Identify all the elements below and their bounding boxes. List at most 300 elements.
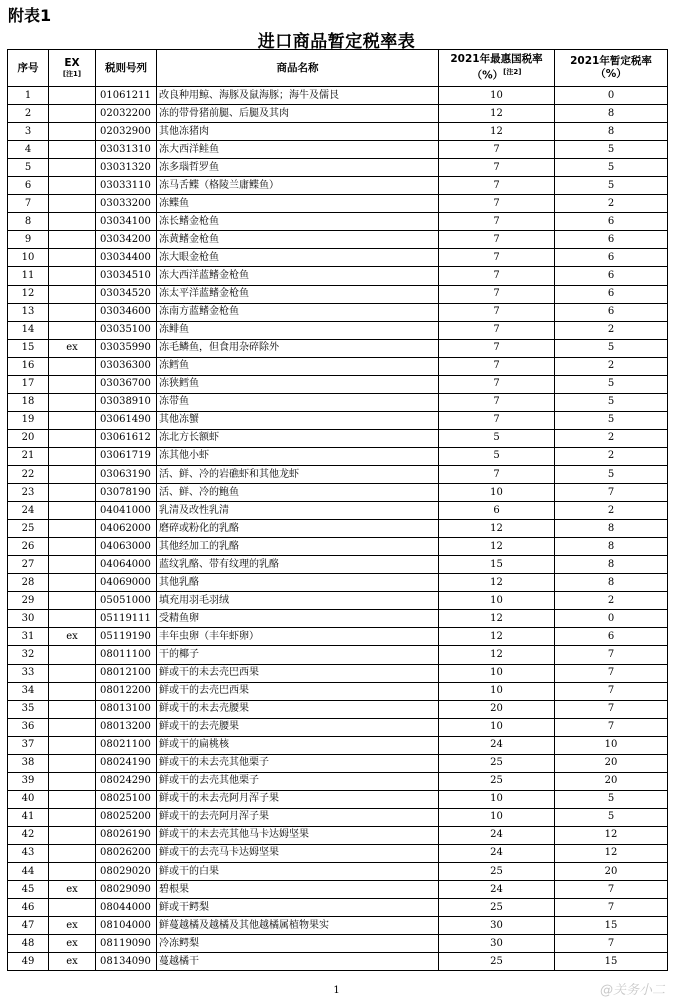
cell-interim-rate: 7 bbox=[555, 646, 668, 664]
cell-seq: 47 bbox=[8, 917, 49, 935]
cell-ex: ex bbox=[49, 935, 96, 953]
cell-code: 03034520 bbox=[96, 285, 157, 303]
cell-interim-rate: 15 bbox=[555, 917, 668, 935]
cell-interim-rate: 7 bbox=[555, 881, 668, 899]
cell-name: 其他冻蟹 bbox=[157, 411, 439, 429]
cell-mfn-rate: 24 bbox=[439, 881, 555, 899]
cell-code: 03035990 bbox=[96, 339, 157, 357]
cell-code: 08013100 bbox=[96, 700, 157, 718]
cell-name: 鲜或干的去壳腰果 bbox=[157, 718, 439, 736]
cell-interim-rate: 2 bbox=[555, 321, 668, 339]
cell-seq: 41 bbox=[8, 808, 49, 826]
cell-interim-rate: 2 bbox=[555, 195, 668, 213]
cell-code: 08134090 bbox=[96, 953, 157, 971]
cell-mfn-rate: 10 bbox=[439, 87, 555, 105]
cell-ex bbox=[49, 285, 96, 303]
cell-mfn-rate: 7 bbox=[439, 411, 555, 429]
cell-ex bbox=[49, 646, 96, 664]
cell-interim-rate: 20 bbox=[555, 863, 668, 881]
table-row bbox=[8, 736, 668, 754]
cell-interim-rate: 8 bbox=[555, 520, 668, 538]
cell-ex bbox=[49, 429, 96, 447]
cell-name: 活、鲜、冷的鲍鱼 bbox=[157, 484, 439, 502]
cell-code: 03034100 bbox=[96, 213, 157, 231]
cell-interim-rate: 6 bbox=[555, 267, 668, 285]
cell-interim-rate: 5 bbox=[555, 159, 668, 177]
header-code: 税则号列 bbox=[96, 50, 157, 87]
cell-interim-rate: 8 bbox=[555, 538, 668, 556]
cell-name: 乳清及改性乳清 bbox=[157, 502, 439, 520]
cell-interim-rate: 8 bbox=[555, 556, 668, 574]
cell-ex bbox=[49, 411, 96, 429]
table-row bbox=[8, 917, 668, 935]
cell-mfn-rate: 10 bbox=[439, 808, 555, 826]
cell-mfn-rate: 12 bbox=[439, 628, 555, 646]
cell-name: 鲜或干的去壳阿月浑子果 bbox=[157, 808, 439, 826]
cell-code: 03034600 bbox=[96, 303, 157, 321]
cell-mfn-rate: 12 bbox=[439, 123, 555, 141]
cell-code: 05119190 bbox=[96, 628, 157, 646]
cell-interim-rate: 0 bbox=[555, 87, 668, 105]
cell-seq: 5 bbox=[8, 159, 49, 177]
cell-code: 03078190 bbox=[96, 484, 157, 502]
cell-ex bbox=[49, 772, 96, 790]
cell-seq: 44 bbox=[8, 863, 49, 881]
cell-name: 冻带鱼 bbox=[157, 393, 439, 411]
table-row bbox=[8, 447, 668, 465]
cell-code: 08104000 bbox=[96, 917, 157, 935]
cell-seq: 31 bbox=[8, 628, 49, 646]
header-ex-note: [注1] bbox=[62, 70, 82, 78]
cell-seq: 23 bbox=[8, 484, 49, 502]
cell-name: 冻马舌鲽（格陵兰庸鲽鱼） bbox=[157, 177, 439, 195]
header-seq: 序号 bbox=[8, 50, 49, 87]
cell-mfn-rate: 7 bbox=[439, 285, 555, 303]
table-row bbox=[8, 538, 668, 556]
cell-seq: 32 bbox=[8, 646, 49, 664]
header-interim-line2: （%） bbox=[595, 68, 627, 80]
cell-interim-rate: 5 bbox=[555, 808, 668, 826]
cell-ex bbox=[49, 899, 96, 917]
cell-mfn-rate: 15 bbox=[439, 556, 555, 574]
table-row bbox=[8, 484, 668, 502]
cell-name: 冻的带骨猪前腿、后腿及其肉 bbox=[157, 105, 439, 123]
table-row bbox=[8, 556, 668, 574]
cell-seq: 3 bbox=[8, 123, 49, 141]
cell-seq: 27 bbox=[8, 556, 49, 574]
cell-code: 01061211 bbox=[96, 87, 157, 105]
cell-name: 其他乳酪 bbox=[157, 574, 439, 592]
table-row bbox=[8, 628, 668, 646]
cell-seq: 9 bbox=[8, 231, 49, 249]
cell-interim-rate: 7 bbox=[555, 700, 668, 718]
cell-mfn-rate: 7 bbox=[439, 339, 555, 357]
cell-name: 鲜或干鳄梨 bbox=[157, 899, 439, 917]
cell-name: 冻南方蓝鳍金枪鱼 bbox=[157, 303, 439, 321]
cell-interim-rate: 5 bbox=[555, 393, 668, 411]
cell-interim-rate: 2 bbox=[555, 502, 668, 520]
cell-mfn-rate: 12 bbox=[439, 574, 555, 592]
cell-interim-rate: 12 bbox=[555, 844, 668, 862]
cell-interim-rate: 6 bbox=[555, 231, 668, 249]
table-row bbox=[8, 574, 668, 592]
cell-ex bbox=[49, 790, 96, 808]
cell-code: 03031310 bbox=[96, 141, 157, 159]
cell-ex bbox=[49, 736, 96, 754]
cell-seq: 6 bbox=[8, 177, 49, 195]
cell-mfn-rate: 12 bbox=[439, 105, 555, 123]
cell-code: 08026190 bbox=[96, 826, 157, 844]
cell-code: 03034510 bbox=[96, 267, 157, 285]
cell-seq: 12 bbox=[8, 285, 49, 303]
cell-code: 04069000 bbox=[96, 574, 157, 592]
cell-ex bbox=[49, 357, 96, 375]
cell-code: 05051000 bbox=[96, 592, 157, 610]
table-row bbox=[8, 881, 668, 899]
cell-seq: 20 bbox=[8, 429, 49, 447]
table-row bbox=[8, 393, 668, 411]
table-row bbox=[8, 520, 668, 538]
cell-name: 干的椰子 bbox=[157, 646, 439, 664]
cell-interim-rate: 0 bbox=[555, 610, 668, 628]
cell-interim-rate: 8 bbox=[555, 123, 668, 141]
table-row bbox=[8, 321, 668, 339]
cell-ex bbox=[49, 267, 96, 285]
cell-ex bbox=[49, 664, 96, 682]
cell-seq: 46 bbox=[8, 899, 49, 917]
cell-mfn-rate: 6 bbox=[439, 502, 555, 520]
cell-mfn-rate: 10 bbox=[439, 664, 555, 682]
cell-ex bbox=[49, 141, 96, 159]
cell-name: 磨碎或粉化的乳酪 bbox=[157, 520, 439, 538]
cell-interim-rate: 6 bbox=[555, 303, 668, 321]
cell-interim-rate: 5 bbox=[555, 177, 668, 195]
cell-interim-rate: 7 bbox=[555, 718, 668, 736]
cell-name: 冻太平洋蓝鳍金枪鱼 bbox=[157, 285, 439, 303]
cell-name: 冻鲱鱼 bbox=[157, 321, 439, 339]
cell-ex bbox=[49, 321, 96, 339]
cell-name: 冻毛鳞鱼，但食用杂碎除外 bbox=[157, 339, 439, 357]
cell-mfn-rate: 24 bbox=[439, 826, 555, 844]
cell-code: 08013200 bbox=[96, 718, 157, 736]
cell-seq: 36 bbox=[8, 718, 49, 736]
cell-mfn-rate: 5 bbox=[439, 447, 555, 465]
cell-mfn-rate: 5 bbox=[439, 429, 555, 447]
cell-ex bbox=[49, 754, 96, 772]
table-row bbox=[8, 502, 668, 520]
cell-interim-rate: 20 bbox=[555, 772, 668, 790]
cell-code: 03033200 bbox=[96, 195, 157, 213]
cell-code: 08025200 bbox=[96, 808, 157, 826]
cell-seq: 29 bbox=[8, 592, 49, 610]
cell-name: 冻北方长额虾 bbox=[157, 429, 439, 447]
cell-code: 04062000 bbox=[96, 520, 157, 538]
cell-ex bbox=[49, 592, 96, 610]
cell-mfn-rate: 7 bbox=[439, 177, 555, 195]
cell-ex bbox=[49, 610, 96, 628]
cell-seq: 14 bbox=[8, 321, 49, 339]
cell-seq: 10 bbox=[8, 249, 49, 267]
cell-seq: 26 bbox=[8, 538, 49, 556]
cell-code: 05119111 bbox=[96, 610, 157, 628]
cell-interim-rate: 5 bbox=[555, 411, 668, 429]
table-row bbox=[8, 863, 668, 881]
cell-name: 活、鲜、冷的岩礁虾和其他龙虾 bbox=[157, 465, 439, 483]
cell-interim-rate: 2 bbox=[555, 429, 668, 447]
cell-ex bbox=[49, 177, 96, 195]
cell-mfn-rate: 12 bbox=[439, 538, 555, 556]
cell-mfn-rate: 30 bbox=[439, 917, 555, 935]
cell-mfn-rate: 24 bbox=[439, 736, 555, 754]
cell-ex bbox=[49, 159, 96, 177]
cell-ex: ex bbox=[49, 628, 96, 646]
cell-seq: 24 bbox=[8, 502, 49, 520]
cell-ex bbox=[49, 808, 96, 826]
cell-mfn-rate: 25 bbox=[439, 953, 555, 971]
cell-name: 受精鱼卵 bbox=[157, 610, 439, 628]
cell-code: 08119090 bbox=[96, 935, 157, 953]
header-mfn-rate bbox=[439, 50, 555, 87]
cell-interim-rate: 2 bbox=[555, 357, 668, 375]
cell-mfn-rate: 20 bbox=[439, 700, 555, 718]
cell-mfn-rate: 10 bbox=[439, 592, 555, 610]
cell-mfn-rate: 10 bbox=[439, 718, 555, 736]
table-row bbox=[8, 754, 668, 772]
cell-ex bbox=[49, 718, 96, 736]
cell-interim-rate: 5 bbox=[555, 375, 668, 393]
cell-mfn-rate: 25 bbox=[439, 863, 555, 881]
table-row bbox=[8, 159, 668, 177]
header-interim-line1: 2021年暂定税率 bbox=[570, 55, 652, 67]
cell-interim-rate: 6 bbox=[555, 213, 668, 231]
cell-mfn-rate: 25 bbox=[439, 754, 555, 772]
cell-ex bbox=[49, 465, 96, 483]
cell-seq: 1 bbox=[8, 87, 49, 105]
cell-seq: 15 bbox=[8, 339, 49, 357]
header-mfn-line1: 2021年最惠国税率 bbox=[450, 53, 543, 66]
table-row bbox=[8, 339, 668, 357]
cell-seq: 34 bbox=[8, 682, 49, 700]
cell-seq: 35 bbox=[8, 700, 49, 718]
cell-interim-rate: 2 bbox=[555, 447, 668, 465]
cell-interim-rate: 7 bbox=[555, 484, 668, 502]
cell-name: 冻鳕鱼 bbox=[157, 357, 439, 375]
cell-code: 08012200 bbox=[96, 682, 157, 700]
cell-code: 03036700 bbox=[96, 375, 157, 393]
header-interim-rate bbox=[555, 50, 668, 87]
cell-seq: 4 bbox=[8, 141, 49, 159]
cell-ex bbox=[49, 700, 96, 718]
cell-name: 冷冻鳄梨 bbox=[157, 935, 439, 953]
page-title: 进口商品暂定税率表 bbox=[257, 32, 416, 52]
cell-mfn-rate: 7 bbox=[439, 393, 555, 411]
cell-ex bbox=[49, 826, 96, 844]
header-mfn-line2: （%） bbox=[471, 69, 504, 82]
cell-code: 03036300 bbox=[96, 357, 157, 375]
cell-interim-rate: 7 bbox=[555, 935, 668, 953]
cell-mfn-rate: 7 bbox=[439, 231, 555, 249]
cell-mfn-rate: 7 bbox=[439, 321, 555, 339]
cell-mfn-rate: 30 bbox=[439, 935, 555, 953]
cell-name: 鲜或干的未去壳腰果 bbox=[157, 700, 439, 718]
cell-seq: 11 bbox=[8, 267, 49, 285]
cell-interim-rate: 8 bbox=[555, 574, 668, 592]
cell-name: 碧根果 bbox=[157, 881, 439, 899]
cell-ex bbox=[49, 447, 96, 465]
table-row bbox=[8, 123, 668, 141]
cell-interim-rate: 15 bbox=[555, 953, 668, 971]
cell-interim-rate: 12 bbox=[555, 826, 668, 844]
cell-seq: 18 bbox=[8, 393, 49, 411]
cell-code: 08026200 bbox=[96, 844, 157, 862]
cell-name: 蔓越橘干 bbox=[157, 953, 439, 971]
table-row bbox=[8, 429, 668, 447]
cell-mfn-rate: 25 bbox=[439, 899, 555, 917]
header-ex-label: EX bbox=[64, 57, 80, 69]
cell-ex bbox=[49, 213, 96, 231]
cell-code: 04063000 bbox=[96, 538, 157, 556]
table-row bbox=[8, 718, 668, 736]
table-row bbox=[8, 953, 668, 971]
cell-mfn-rate: 7 bbox=[439, 249, 555, 267]
cell-code: 03061719 bbox=[96, 447, 157, 465]
cell-seq: 2 bbox=[8, 105, 49, 123]
cell-mfn-rate: 10 bbox=[439, 682, 555, 700]
cell-name: 鲜或干的去壳其他栗子 bbox=[157, 772, 439, 790]
cell-seq: 49 bbox=[8, 953, 49, 971]
table-header-row bbox=[8, 50, 668, 87]
cell-code: 04041000 bbox=[96, 502, 157, 520]
tariff-table bbox=[7, 49, 668, 971]
table-row bbox=[8, 592, 668, 610]
table-row bbox=[8, 772, 668, 790]
cell-ex bbox=[49, 105, 96, 123]
cell-ex bbox=[49, 538, 96, 556]
cell-seq: 7 bbox=[8, 195, 49, 213]
cell-interim-rate: 6 bbox=[555, 628, 668, 646]
table-row bbox=[8, 267, 668, 285]
cell-seq: 8 bbox=[8, 213, 49, 231]
cell-mfn-rate: 7 bbox=[439, 141, 555, 159]
table-row bbox=[8, 465, 668, 483]
cell-ex bbox=[49, 87, 96, 105]
cell-name: 冻大西洋蓝鳍金枪鱼 bbox=[157, 267, 439, 285]
table-row bbox=[8, 411, 668, 429]
cell-code: 08025100 bbox=[96, 790, 157, 808]
cell-seq: 22 bbox=[8, 465, 49, 483]
cell-mfn-rate: 24 bbox=[439, 844, 555, 862]
table-row bbox=[8, 826, 668, 844]
table-row bbox=[8, 610, 668, 628]
cell-interim-rate: 5 bbox=[555, 339, 668, 357]
appendix-label: 附表1 bbox=[8, 6, 52, 25]
cell-seq: 21 bbox=[8, 447, 49, 465]
cell-name: 其他经加工的乳酪 bbox=[157, 538, 439, 556]
cell-interim-rate: 8 bbox=[555, 105, 668, 123]
cell-code: 03034400 bbox=[96, 249, 157, 267]
table-row bbox=[8, 664, 668, 682]
cell-seq: 28 bbox=[8, 574, 49, 592]
cell-code: 03061612 bbox=[96, 429, 157, 447]
cell-ex: ex bbox=[49, 881, 96, 899]
cell-mfn-rate: 7 bbox=[439, 465, 555, 483]
cell-ex bbox=[49, 393, 96, 411]
cell-interim-rate: 5 bbox=[555, 790, 668, 808]
table-row bbox=[8, 231, 668, 249]
cell-mfn-rate: 12 bbox=[439, 610, 555, 628]
cell-name: 冻黄鳍金枪鱼 bbox=[157, 231, 439, 249]
cell-code: 08011100 bbox=[96, 646, 157, 664]
cell-mfn-rate: 7 bbox=[439, 267, 555, 285]
cell-code: 08021100 bbox=[96, 736, 157, 754]
cell-ex bbox=[49, 123, 96, 141]
cell-name: 鲜或干的未去壳其他马卡达姆坚果 bbox=[157, 826, 439, 844]
table-row bbox=[8, 700, 668, 718]
cell-name: 其他冻猪肉 bbox=[157, 123, 439, 141]
cell-code: 08024190 bbox=[96, 754, 157, 772]
cell-code: 08024290 bbox=[96, 772, 157, 790]
cell-ex bbox=[49, 303, 96, 321]
cell-name: 冻狭鳕鱼 bbox=[157, 375, 439, 393]
cell-interim-rate: 5 bbox=[555, 141, 668, 159]
cell-code: 02032900 bbox=[96, 123, 157, 141]
cell-ex bbox=[49, 520, 96, 538]
cell-ex bbox=[49, 375, 96, 393]
cell-mfn-rate: 12 bbox=[439, 520, 555, 538]
header-name: 商品名称 bbox=[157, 50, 439, 87]
cell-ex bbox=[49, 249, 96, 267]
table-row bbox=[8, 87, 668, 105]
cell-mfn-rate: 25 bbox=[439, 772, 555, 790]
table-row bbox=[8, 808, 668, 826]
cell-code: 03034200 bbox=[96, 231, 157, 249]
cell-name: 冻多瑙哲罗鱼 bbox=[157, 159, 439, 177]
cell-interim-rate: 2 bbox=[555, 592, 668, 610]
table-row bbox=[8, 682, 668, 700]
cell-name: 冻其他小虾 bbox=[157, 447, 439, 465]
cell-code: 02032200 bbox=[96, 105, 157, 123]
table-row bbox=[8, 935, 668, 953]
cell-seq: 13 bbox=[8, 303, 49, 321]
cell-name: 鲜或干的白果 bbox=[157, 863, 439, 881]
cell-code: 03035100 bbox=[96, 321, 157, 339]
cell-seq: 42 bbox=[8, 826, 49, 844]
cell-mfn-rate: 7 bbox=[439, 303, 555, 321]
cell-name: 鲜或干的去壳马卡达姆坚果 bbox=[157, 844, 439, 862]
table-row bbox=[8, 899, 668, 917]
cell-ex bbox=[49, 231, 96, 249]
cell-ex: ex bbox=[49, 339, 96, 357]
cell-ex bbox=[49, 863, 96, 881]
table-row bbox=[8, 249, 668, 267]
cell-ex bbox=[49, 484, 96, 502]
cell-ex bbox=[49, 844, 96, 862]
table-row bbox=[8, 303, 668, 321]
cell-interim-rate: 6 bbox=[555, 249, 668, 267]
watermark: @关务小二 bbox=[599, 983, 665, 998]
cell-code: 08029020 bbox=[96, 863, 157, 881]
cell-interim-rate: 7 bbox=[555, 682, 668, 700]
cell-seq: 16 bbox=[8, 357, 49, 375]
table-row bbox=[8, 357, 668, 375]
cell-interim-rate: 6 bbox=[555, 285, 668, 303]
cell-mfn-rate: 10 bbox=[439, 484, 555, 502]
cell-ex bbox=[49, 682, 96, 700]
cell-mfn-rate: 7 bbox=[439, 357, 555, 375]
cell-seq: 33 bbox=[8, 664, 49, 682]
cell-name: 鲜或干的未去壳其他栗子 bbox=[157, 754, 439, 772]
cell-interim-rate: 10 bbox=[555, 736, 668, 754]
